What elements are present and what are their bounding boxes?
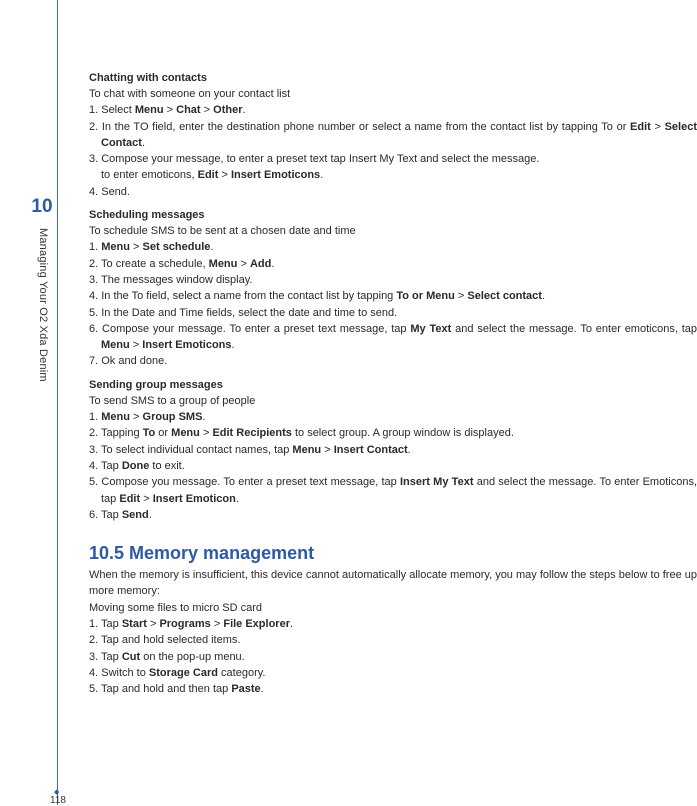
group-intro: To send SMS to a group of people — [89, 394, 256, 407]
memory-intro: When the memory is insufficient, this device cannot automatically allocate memory, you may follow the steps below to free up more memory: — [89, 569, 697, 598]
scheduling-intro: To schedule SMS to be sent at a chosen date and time — [89, 225, 356, 238]
chatting-intro: To chat with someone on your contact list — [89, 88, 291, 100]
memory-step-3: 3. Tap Cut on the pop-up menu. — [89, 650, 245, 663]
memory-step-5: 5. Tap and hold and then tap Paste. — [89, 683, 264, 696]
chatting-step-3-cont: to enter emoticons, Edit > Insert Emoticons. — [101, 169, 324, 182]
group-step-2: 2. Tapping To or Menu > Edit Recipients to select group. A group window is displayed. — [89, 427, 514, 440]
scheduling-step-1: 1. Menu > Set schedule. — [89, 241, 214, 254]
chatting-step-1: 1. Select Menu > Chat > Other. — [89, 104, 246, 117]
group-step-5: 5. Compose you message. To enter a preset text message, tap Insert My Text and select the message. To enter Emoticons, tap Edit > Insert Emoticon. — [89, 476, 697, 505]
chapter-number: 10 — [31, 196, 53, 217]
group-step-6: 6. Tap Send. — [89, 508, 152, 521]
section-title-chatting: Chatting with contacts — [89, 72, 207, 84]
group-step-4: 4. Tap Done to exit. — [89, 459, 185, 472]
chatting-step-2: 2. In the TO field, enter the destination phone number or select a name from the contact list by tapping To or Edit > Select Contact. — [89, 120, 697, 149]
chatting-step-3: 3. Compose your message, to enter a preset text tap Insert My Text and select the message. — [89, 153, 540, 166]
page-number: 118 — [50, 795, 66, 806]
memory-step-2: 2. Tap and hold selected items. — [89, 634, 241, 647]
scheduling-step-3: 3. The messages window display. — [89, 273, 253, 286]
chapter-title-vertical: Managing Your O2 Xda Denim — [37, 228, 49, 382]
memory-step-1: 1. Tap Start > Programs > File Explorer. — [89, 618, 294, 631]
group-step-1: 1. Menu > Group SMS. — [89, 411, 206, 424]
diamond-icon: ◆ — [54, 789, 60, 796]
chatting-step-4: 4. Send. — [89, 185, 130, 198]
scheduling-step-6: 6. Compose your message. To enter a preset text message, tap My Text and select the message. To enter emoticons, tap Menu > Insert Emoticons. — [89, 322, 697, 352]
section-title-group: Sending group messages — [89, 378, 223, 391]
scheduling-step-7: 7. Ok and done. — [89, 355, 168, 368]
margin-rule — [57, 0, 58, 805]
page-content — [89, 70, 697, 698]
memory-subtitle: Moving some files to micro SD card — [89, 601, 262, 614]
scheduling-step-2: 2. To create a schedule, Menu > Add. — [89, 257, 275, 270]
memory-step-4: 4. Switch to Storage Card category. — [89, 666, 266, 679]
scheduling-step-4: 4. In the To field, select a name from the contact list by tapping To or Menu > Select contact. — [89, 290, 546, 303]
section-title-scheduling: Scheduling messages — [89, 209, 205, 222]
section-heading-memory: 10.5 Memory management — [89, 543, 315, 564]
scheduling-step-5: 5. In the Date and Time fields, select the date and time to send. — [89, 306, 398, 319]
group-step-3: 3. To select individual contact names, tap Menu > Insert Contact. — [89, 443, 411, 456]
